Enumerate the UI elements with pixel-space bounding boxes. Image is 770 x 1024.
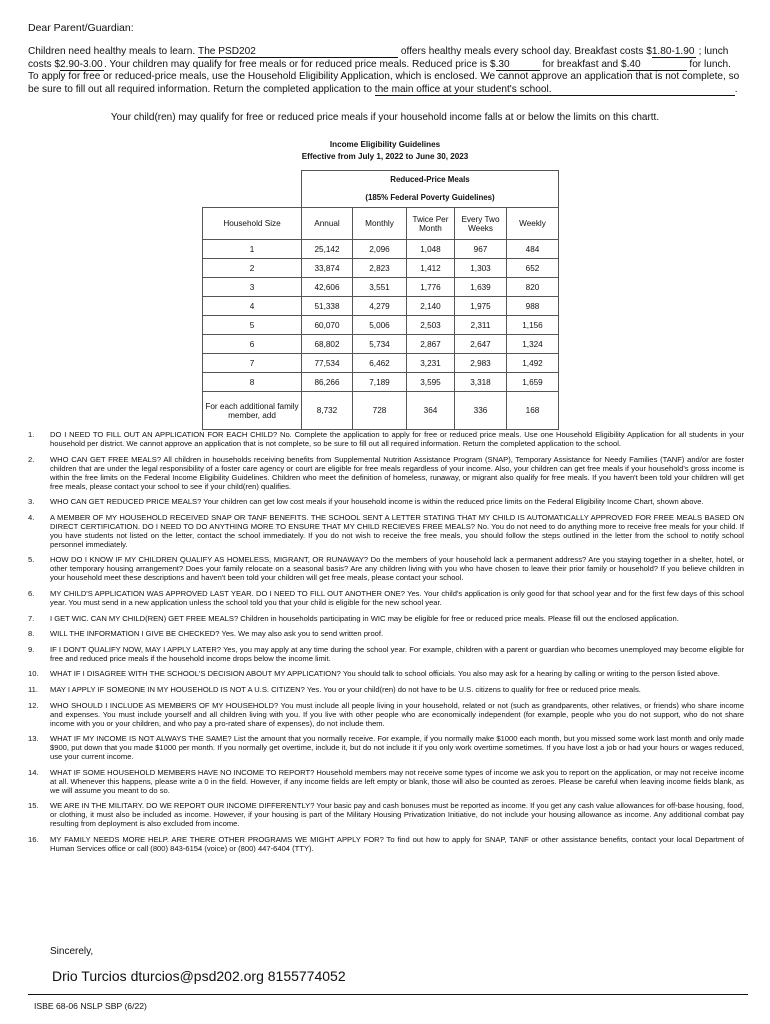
cell-monthly: 5,734: [353, 335, 407, 354]
cell-every-two-weeks: 336: [455, 392, 507, 430]
faq-item: [28, 555, 744, 582]
faq-text: I GET WIC. CAN MY CHILD(REN) GET FREE MEALS? Children in households participating in WIC may be eligible for free or reduced price meals. Please fill out the enclosed application.: [50, 613, 679, 623]
cell-household-size: 7: [203, 354, 302, 373]
income-eligibility-table: [202, 170, 559, 430]
faq-number: 13.: [28, 734, 39, 744]
faq-text: WE ARE IN THE MILITARY. DO WE REPORT OUR INCOME DIFFERENTLY? Your basic pay and cash bonuses must be reported as income. If you get any cash value allowances for off-base housing, food, or clothing, it must also be included as income. However, if your housing is part of the Military Housing Privatization Initiative, do not include your housing allowance as income. Any additional combat pay resulting from deployment is also excluded from income.: [50, 801, 745, 829]
salutation: Dear Parent/Guardian:: [28, 22, 134, 34]
reduced-breakfast-field: .30: [496, 59, 540, 71]
faq-text: WHAT IF I DISAGREE WITH THE SCHOOL'S DECISION ABOUT MY APPLICATION? You should talk to school officials. You also may ask for a hearing by calling or writing to the person listed above.: [50, 669, 720, 679]
cell-monthly: 4,279: [353, 297, 407, 316]
faq-number: 1.: [28, 430, 35, 439]
cell-annual: 77,534: [302, 354, 353, 373]
cell-twice-per-month: 1,776: [407, 278, 455, 297]
cell-monthly: 728: [353, 392, 407, 430]
table-row: [203, 316, 559, 335]
faq-item: [28, 497, 744, 506]
faq-item: [28, 734, 744, 761]
faq-number: 8.: [28, 629, 35, 639]
cell-household-size: 1: [203, 240, 302, 259]
faq-text: WHAT IF MY INCOME IS NOT ALWAYS THE SAME? List the amount that you normally receive. For example, if you normally make $1000 each month, but you missed some work last month and only made $900, put down that you made $1000 per month. If you normally get overtime, include it, but do not include it if you only work overtime sometimes. If you have lost a job or had your hours or wages reduced, use your current income.: [50, 734, 744, 762]
table-corner: [203, 171, 302, 208]
cell-weekly: 1,156: [507, 316, 559, 335]
cell-every-two-weeks: 3,318: [455, 373, 507, 392]
cell-household-size: 6: [203, 335, 302, 354]
faq-text: MY FAMILY NEEDS MORE HELP. ARE THERE OTHER PROGRAMS WE MIGHT APPLY FOR? To find out how to apply for SNAP, TANF or other assistance benefits, contact your local Department of Human Services office or call (800) 843-6154 (voice) or (800) 447-6404 (TTY).: [50, 834, 744, 853]
faq-number: 12.: [28, 700, 39, 710]
faq-number: 15.: [28, 801, 39, 811]
intro-text-3: ; lunch costs $: [28, 46, 729, 70]
cell-household-size: 4: [203, 297, 302, 316]
cell-weekly: 1,324: [507, 335, 559, 354]
cell-household-size: 2: [203, 259, 302, 278]
cell-monthly: 6,462: [353, 354, 407, 373]
faq-item: [28, 701, 744, 728]
table-subtitle: Effective from July 1, 2022 to June 30, 2023: [301, 152, 469, 161]
group-title: Reduced-Price Meals: [302, 171, 559, 190]
faq-text: WILL THE INFORMATION I GIVE BE CHECKED? Yes. We may also ask you to send written proof.: [50, 629, 384, 639]
table-row: [203, 354, 559, 373]
intro-text-1: Children need healthy meals to learn.: [28, 46, 196, 57]
intro-text-2: offers healthy meals every school day. Breakfast costs $: [400, 46, 652, 57]
cell-twice-per-month: 2,503: [407, 316, 455, 335]
cell-household-size: 8: [203, 373, 302, 392]
cell-weekly: 1,492: [507, 354, 559, 373]
cell-every-two-weeks: 2,311: [455, 316, 507, 335]
faq-item: [28, 768, 744, 795]
cell-weekly: 168: [507, 392, 559, 430]
cell-every-two-weeks: 1,975: [455, 297, 507, 316]
faq-text: WHO SHOULD I INCLUDE AS MEMBERS OF MY HOUSEHOLD? You must include all people living in your household, related or not (such as grandparents, other relatives, or friends) who share income and expenses. You must include yourself and all children living with you. If you live with other people who are economically independent (for example, people who you do not support, who do not share income with you or your children, and who pay a pro-rated share of expenses), do not include them.: [50, 700, 744, 728]
intro-text-5: for breakfast and $: [542, 58, 627, 70]
cell-monthly: 2,823: [353, 259, 407, 278]
cell-twice-per-month: 3,595: [407, 373, 455, 392]
faq-number: 3.: [28, 497, 35, 507]
cell-weekly: 1,659: [507, 373, 559, 392]
faq-number: 2.: [28, 454, 35, 464]
faq-item: [28, 589, 744, 607]
table-row: [203, 297, 559, 316]
cell-twice-per-month: 2,867: [407, 335, 455, 354]
faq-text: MY CHILD'S APPLICATION WAS APPROVED LAST YEAR. DO I NEED TO FILL OUT ANOTHER ONE? Yes. Your child's application is only good for that school year and for the first few days of this school year. You must send in a new application unless the school told you that your child is eligible for the new school year.: [50, 588, 744, 607]
header-twice-per-month: Twice Per Month: [407, 208, 455, 240]
cell-weekly: 652: [507, 259, 559, 278]
cell-annual: 51,338: [302, 297, 353, 316]
signature: Drio Turcios dturcios@psd202.org 8155774052: [52, 968, 346, 984]
cell-weekly: 988: [507, 297, 559, 316]
qualify-statement: Your child(ren) may qualify for free or reduced price meals if your household income falls at or below the limits on this chartt.: [110, 112, 660, 123]
faq-number: 11.: [28, 684, 38, 694]
cell-weekly: 820: [507, 278, 559, 297]
faq-text: A MEMBER OF MY HOUSEHOLD RECEIVED SNAP OR TANF BENEFITS. THE SCHOOL SENT A LETTER STATING THAT MY CHILD IS AUTOMATICALLY APPROVED FOR FREE MEALS BASED ON DIRECT CERTIFICATION. DO I NEED TO DO ANYTHING MORE TO ENSURE THAT MY CHILD RECIEVES FREE MEALS? No. You do not need to do anything more to receive free meals for your child. If you have students not listed on the letter, contact the school immediately. If you do not wish to receive the free meals, you should follow the steps outlined in the letter from the school to notify school personnel immediately.: [50, 512, 744, 549]
intro-text-4: . Your children may qualify for free meals or for reduced price meals. Reduced price is $: [103, 58, 496, 70]
faq-number: 16.: [28, 834, 39, 844]
cell-household-size: For each additional family member, add: [203, 392, 302, 430]
header-weekly: Weekly: [507, 208, 559, 240]
cell-monthly: 5,006: [353, 316, 407, 335]
cell-monthly: 3,551: [353, 278, 407, 297]
faq-number: 14.: [28, 767, 39, 777]
reduced-lunch-field: .40: [627, 59, 687, 71]
footer-divider: [28, 994, 748, 995]
cell-twice-per-month: 2,140: [407, 297, 455, 316]
group-subtitle: (185% Federal Poverty Guidelines): [302, 189, 559, 208]
faq-item: [28, 430, 744, 448]
intro-text-7: .: [734, 83, 738, 95]
faq-number: 9.: [28, 644, 35, 654]
cell-annual: 86,266: [302, 373, 353, 392]
cell-annual: 60,070: [302, 316, 353, 335]
faq-number: 5.: [28, 555, 35, 565]
faq-item: [28, 685, 744, 694]
table-row: [203, 392, 559, 430]
table-row: [203, 373, 559, 392]
faq-item: [28, 513, 744, 549]
cell-every-two-weeks: 1,303: [455, 259, 507, 278]
cell-weekly: 484: [507, 240, 559, 259]
cell-every-two-weeks: 1,639: [455, 278, 507, 297]
faq-text: WHO CAN GET REDUCED PRICE MEALS? Your children can get low cost meals if your household income is within the reduced price limits on the Federal Eligibility Income Chart, shown above.: [50, 497, 704, 507]
header-monthly: Monthly: [353, 208, 407, 240]
intro-paragraph: [28, 46, 744, 96]
faq-text: MAY I APPLY IF SOMEONE IN MY HOUSEHOLD IS NOT A U.S. CITIZEN? Yes. You or your child(ren) do not have to be U.S. citizens to qualify for free or reduced price meals.: [50, 684, 641, 694]
cell-every-two-weeks: 967: [455, 240, 507, 259]
cell-annual: 68,802: [302, 335, 353, 354]
cell-twice-per-month: 364: [407, 392, 455, 430]
faq-item: [28, 801, 744, 828]
faq-item: [28, 629, 744, 638]
form-code: ISBE 68-06 NSLP SBP (6/22): [34, 1001, 147, 1011]
return-location-field: the main office at your student's school.: [375, 84, 735, 96]
faq-list: [28, 430, 744, 860]
header-every-two-weeks: Every Two Weeks: [455, 208, 507, 240]
cell-monthly: 2,096: [353, 240, 407, 259]
faq-number: 4.: [28, 512, 35, 522]
table-title: Income Eligibility Guidelines: [329, 140, 441, 149]
district-name-field: The PSD202: [198, 46, 398, 58]
faq-item: [28, 669, 744, 678]
intro-text-6: for lunch. To apply for free or reduced-price meals, use the Household Eligibility Application, which is enclosed. We cannot approve an application that is not complete, so be sure to fill out all required information. Return the completed application to: [28, 58, 740, 95]
faq-text: IF I DON'T QUALIFY NOW, MAY I APPLY LATER? Yes, you may apply at any time during the school year. For example, children with a parent or guardian who becomes unemployed may become eligible for free and reduced price meals if the household income drops below the income limit.: [50, 644, 744, 663]
faq-text: WHAT IF SOME HOUSEHOLD MEMBERS HAVE NO INCOME TO REPORT? Household members may not receive some types of income we ask you to report on the application, or may not receive income at all. Whenever this happens, please write a 0 in the field. However, if any income fields are left empty or blank, those will also be counted as zeroes. Please be careful when leaving income fields blank, as we will assume you meant to do so.: [50, 767, 744, 795]
lunch-cost-field: 2.90-3.00: [59, 58, 103, 70]
faq-item: [28, 455, 744, 491]
cell-twice-per-month: 3,231: [407, 354, 455, 373]
cell-twice-per-month: 1,412: [407, 259, 455, 278]
cell-household-size: 5: [203, 316, 302, 335]
header-household-size: Household Size: [203, 208, 302, 240]
breakfast-cost-field: 1.80-1.90: [651, 46, 695, 57]
faq-number: 7.: [28, 613, 35, 623]
table-row: [203, 278, 559, 297]
cell-annual: 25,142: [302, 240, 353, 259]
faq-item: [28, 614, 744, 623]
closing: Sincerely,: [50, 946, 94, 957]
header-annual: Annual: [302, 208, 353, 240]
cell-household-size: 3: [203, 278, 302, 297]
cell-monthly: 7,189: [353, 373, 407, 392]
faq-item: [28, 835, 744, 853]
faq-item: [28, 645, 744, 663]
faq-text: WHO CAN GET FREE MEALS? All children in households receiving benefits from Supplemental Nutrition Assistance Program (SNAP), Temporary Assistance for Needy Families (TANF) and/or are foster children that are under the legal responsibility of a foster care agency or court are eligible for free meals regardless of your income. Also, your children can get free meals if your household's gross income is within the free limits on the Federal Income Eligibility Guidelines. Children who meet the definition of homeless, runaway, or migrant also qualify for free meals. If you haven't been told your children will get free meals, please contact your school to see if your child(ren) qualifies.: [50, 454, 744, 491]
table-row: [203, 240, 559, 259]
table-row: [203, 259, 559, 278]
faq-text: DO I NEED TO FILL OUT AN APPLICATION FOR EACH CHILD? No. Complete the application to apply for free or reduced price meals. Use one Household Eligibility Application for all students in your household per district. We cannot approve an application that is not complete, so be sure to fill out all required information. Return the completed application to the school.: [50, 430, 744, 448]
faq-number: 10.: [28, 669, 39, 679]
faq-number: 6.: [28, 588, 35, 598]
cell-every-two-weeks: 2,647: [455, 335, 507, 354]
faq-text: HOW DO I KNOW IF MY CHILDREN QUALIFY AS HOMELESS, MIGRANT, OR RUNAWAY? Do the members of your household lack a permanent address? Are you staying together in a shelter, hotel, or other temporary housing arrangement? Does your family relocate on a seasonal basis? Are any children living with you who have chosen to leave their prior family or household? If you believe children in your household meet these descriptions and haven't been told your children will get free meals, please contact your school.: [50, 555, 744, 583]
table-body: [203, 240, 559, 430]
cell-every-two-weeks: 2,983: [455, 354, 507, 373]
table-row: [203, 335, 559, 354]
cell-twice-per-month: 1,048: [407, 240, 455, 259]
cell-annual: 42,606: [302, 278, 353, 297]
cell-annual: 8,732: [302, 392, 353, 430]
cell-annual: 33,874: [302, 259, 353, 278]
